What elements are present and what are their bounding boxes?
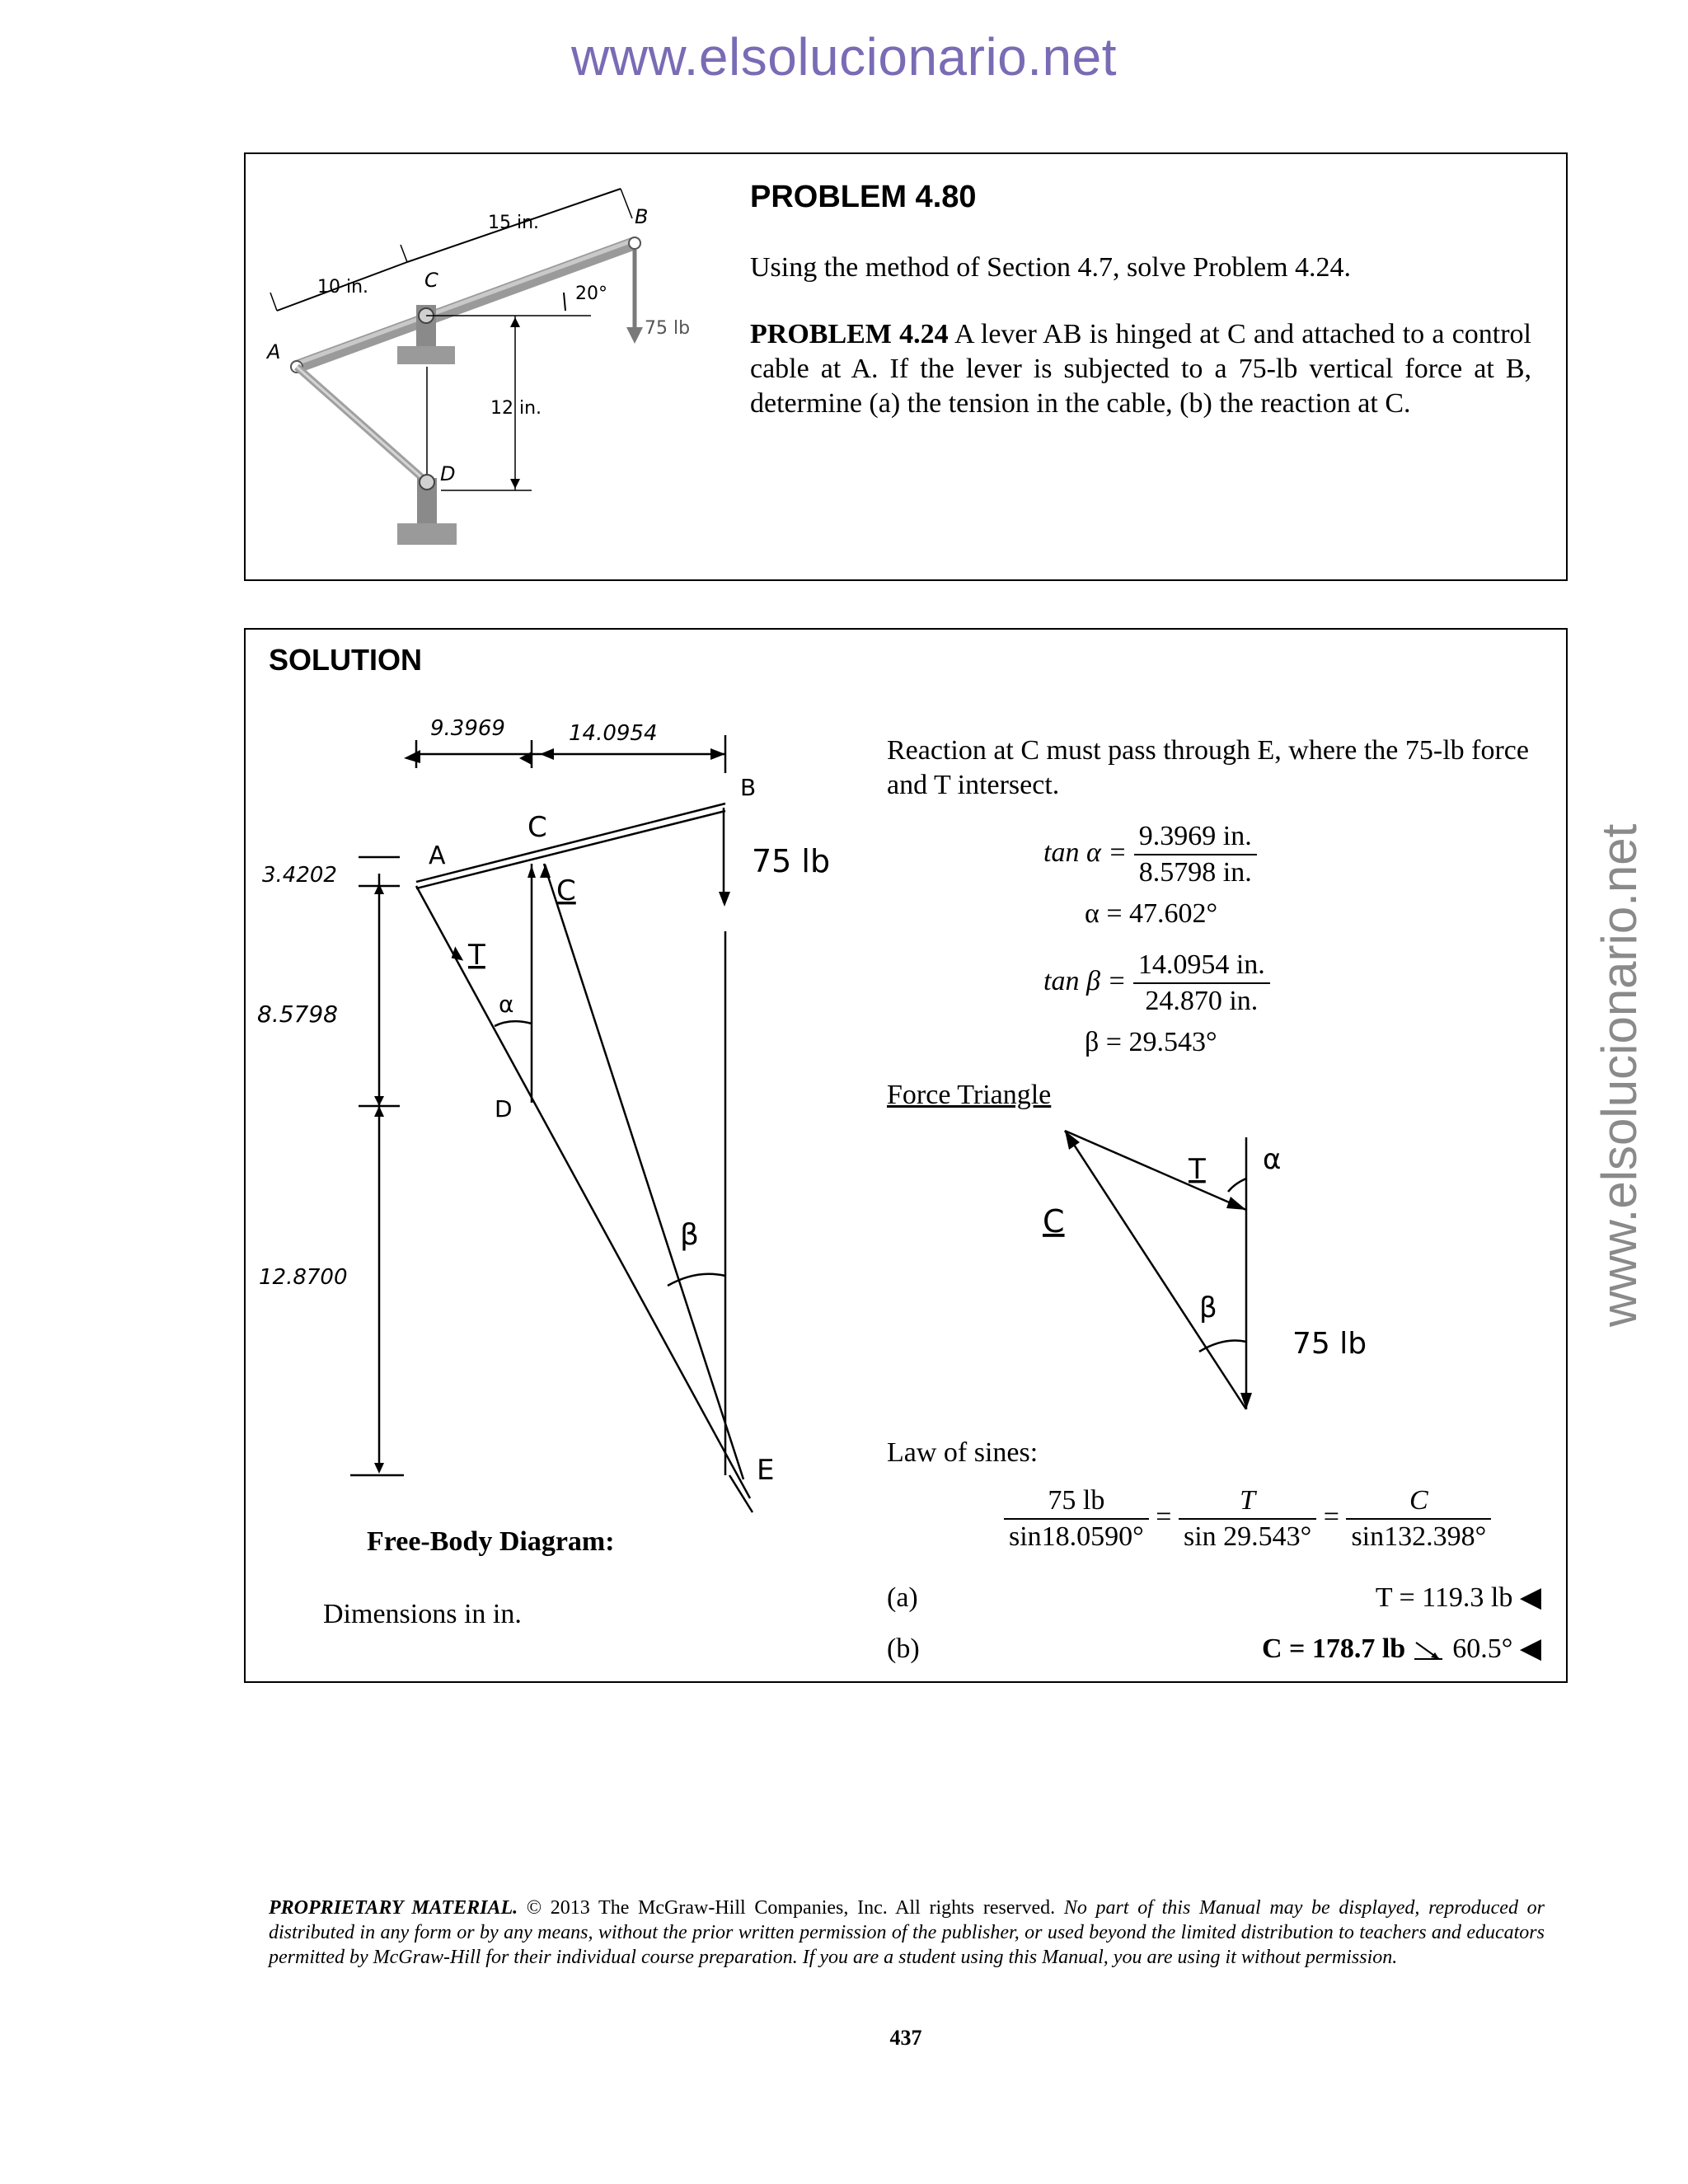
label-c-fig: C [424,269,438,292]
solution-intro: Reaction at C must pass through E, where the 75-lb force and T intersect. [887,735,1529,800]
answer-b-angle: 60.5° [1452,1633,1513,1664]
answer-marker-icon: ◀ [1519,1582,1541,1613]
los-frac-3 [1346,1483,1491,1554]
los-frac-2 [1179,1483,1316,1554]
fbd-label-c-force: C [556,874,576,907]
los-den-3: sin132.398° [1351,1521,1487,1552]
los-den-1: sin18.0590° [1009,1521,1144,1552]
los-num-2: T [1179,1483,1316,1520]
fbd-label-beta: β [680,1218,699,1252]
tan-alpha-num: 9.3969 in. [1134,819,1257,855]
answer-b-label: (b) [887,1633,920,1664]
fbd-dim-left-2: 8.5798 [257,1001,338,1028]
tan-beta-num: 14.0954 in. [1133,948,1270,984]
free-body-diagram [247,709,874,1525]
force-triangle [1030,1121,1376,1426]
los-den-2: sin 29.543° [1183,1521,1312,1552]
los-num-3: C [1346,1483,1491,1520]
tan-beta-den: 24.870 in. [1145,986,1259,1016]
answer-b [1236,1632,1541,1666]
answer-b-value: C = 178.7 lb [1261,1633,1406,1664]
fbd-dim-top-left: 9.3969 [430,716,505,741]
watermark-side [1587,816,1653,1327]
dim-12-label: 12 in. [490,398,542,419]
fbd-dim-left-1: 3.4202 [262,863,337,888]
footer-copyright: © 2013 The McGraw-Hill Companies, Inc. All rights reserved. [526,1897,1056,1919]
tan-beta-lhs: tan β = [1043,965,1127,996]
tri-force: 75 lb [1292,1327,1367,1361]
tri-label-beta: β [1199,1291,1217,1324]
answer-a-label: (a) [887,1582,918,1613]
law-of-sines-eq [1004,1483,1491,1554]
problem-ref-label: PROBLEM 4.24 [750,319,949,349]
label-d-fig: D [440,462,456,485]
fbd-caption: Free-Body Diagram: [367,1526,615,1557]
problem-reference [750,317,1531,421]
problem-instruction: Using the method of Section 4.7, solve Problem 4.24. [750,252,1352,283]
tan-alpha-frac [1134,819,1257,890]
fbd-label-alpha: α [499,991,514,1018]
tan-beta-eq [1043,948,1270,1019]
watermark-top: www.elsolucionario.net [571,27,1117,87]
answer-marker-icon: ◀ [1519,1633,1541,1664]
tan-beta-frac [1133,948,1270,1019]
los-eq-1: = [1156,1501,1172,1532]
angle-symbol-icon [1413,1639,1446,1662]
fbd-label-d: D [495,1095,513,1122]
footer-notice [269,1896,1545,1970]
fbd-label-c-top: C [528,811,547,844]
footer-text: No part of this Manual may be displayed, reproduced or distributed in any form or by any means, without the prior written permission of the publisher, or used beyond the limited distribution to teachers and educators permitted by McGraw-Hill for their individual course preparation. If you are a student using this Manual, you are using it without permission. [269,1897,1545,1968]
tan-alpha-eq [1043,819,1257,890]
watermark-side-text: www.elsolucionario.net [1592,823,1647,1327]
solution-title: SOLUTION [269,643,422,677]
footer-lead: PROPRIETARY MATERIAL. [269,1897,518,1919]
tan-alpha-den: 8.5798 in. [1138,857,1252,888]
fbd-label-a: A [429,841,446,870]
tri-label-alpha: α [1263,1143,1282,1176]
label-a-fig: A [267,340,281,363]
law-of-sines-label: Law of sines: [887,1437,1039,1468]
problem-title: PROBLEM 4.80 [750,180,977,214]
fbd-dim-left-3: 12.8700 [259,1265,348,1290]
fbd-label-b: B [740,774,757,801]
dim-10-label: 10 in. [317,277,369,298]
los-frac-1 [1004,1483,1149,1554]
force-75-fig: 75 lb [645,318,691,339]
angle-20: 20° [575,284,607,304]
alpha-result: α = 47.602° [1085,898,1218,929]
label-b-fig: B [635,205,649,228]
tan-alpha-lhs: tan α = [1043,837,1128,868]
fbd-dim-top-right: 14.0954 [569,721,658,746]
problem-figure [256,169,717,565]
fbd-label-t: T [468,939,485,972]
fbd-label-e: E [757,1454,775,1487]
beta-result: β = 29.543° [1085,1027,1217,1057]
page-number: 437 [889,2026,922,2050]
tri-label-t: T [1189,1153,1206,1186]
lever-ab [297,243,635,367]
dim-15-label: 15 in. [488,213,540,233]
dims-caption: Dimensions in in. [323,1599,522,1629]
tri-label-c: C [1043,1203,1065,1240]
problem-ref-text: A lever AB is hinged at C and attached to a control cable at A. If the lever is subjected to a 75-lb vertical force at B, determine (a) the tension in the cable, (b) the reaction at C. [750,319,1532,419]
los-num-1: 75 lb [1004,1483,1149,1520]
los-eq-2: = [1323,1501,1339,1532]
answer-a-value: T = 119.3 lb [1375,1582,1513,1613]
answer-a [1319,1581,1541,1615]
fbd-force: 75 lb [752,843,831,879]
force-triangle-label: Force Triangle [887,1080,1052,1110]
